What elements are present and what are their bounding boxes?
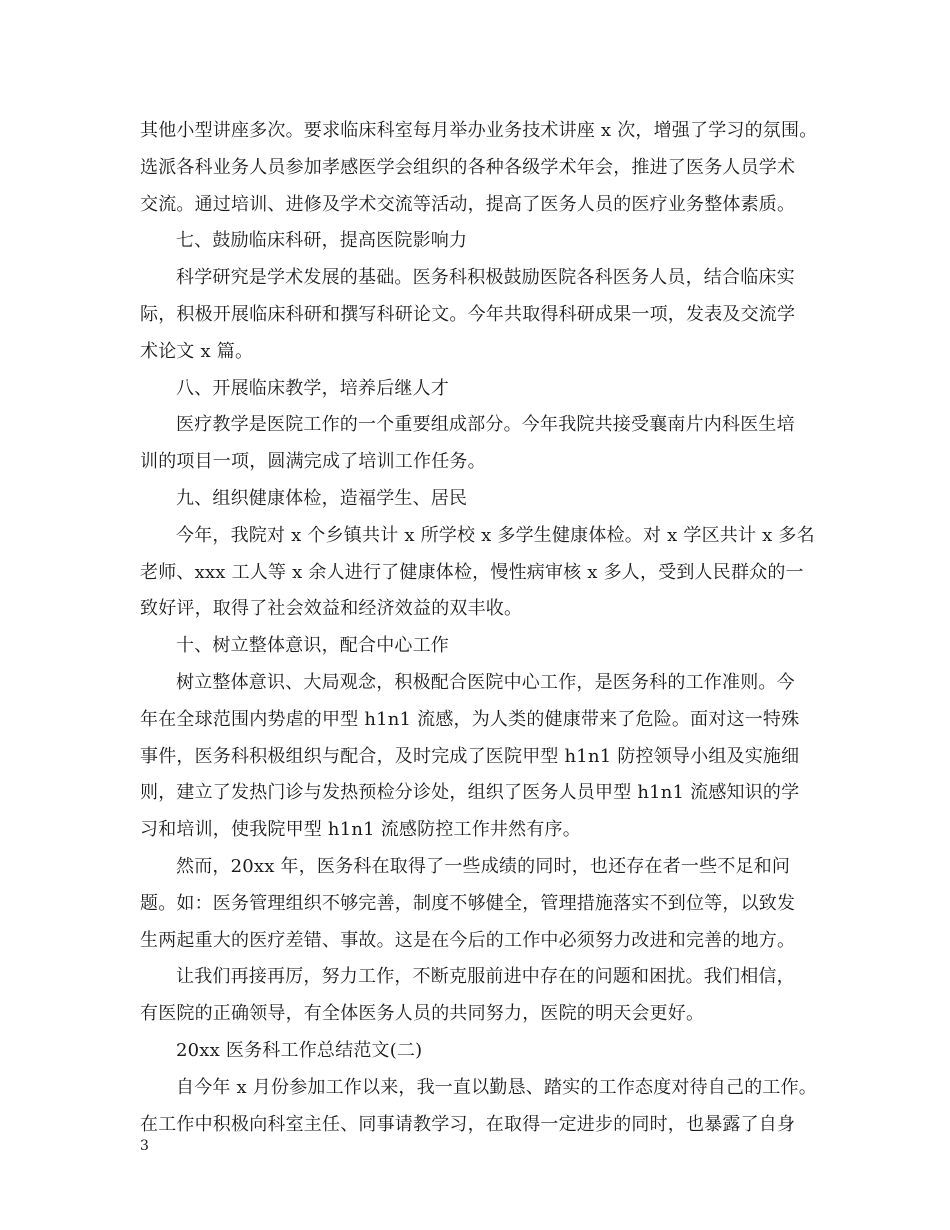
section-heading-7: 七、鼓励临床科研，提高医院影响力 <box>176 230 468 252</box>
document-body <box>140 113 830 1143</box>
body-line: 致好评，取得了社会效益和经济效益的双丰收。 <box>140 598 523 620</box>
paragraph-first-line: 自今年 x 月份参加工作以来，我一直以勤恳、踏实的工作态度对待自己的工作。 <box>176 1076 817 1098</box>
body-line: 年在全球范围内势虐的甲型 h1n1 流感，为人类的健康带来了危险。面对这一特殊 <box>140 708 800 730</box>
section-heading-8: 八、开展临床教学，培养后继人才 <box>176 377 449 399</box>
document-subtitle: 20xx 医务科工作总结范文(二) <box>176 1039 423 1061</box>
paragraph-first-line: 医疗教学是医院工作的一个重要组成部分。今年我院共接受襄南片内科医生培 <box>176 414 795 436</box>
body-line: 事件，医务科积极组织与配合，及时完成了医院甲型 h1n1 防控领导小组及实施细 <box>140 745 800 767</box>
body-line: 在工作中积极向科室主任、同事请教学习，在取得一定进步的同时，也暴露了自身 <box>140 1113 796 1135</box>
paragraph-first-line: 科学研究是学术发展的基础。医务科积极鼓励医院各科医务人员，结合临床实 <box>176 267 795 289</box>
section-heading-9: 九、组织健康体检，造福学生、居民 <box>176 487 468 509</box>
body-line: 交流。通过培训、进修及学术交流等活动，提高了医务人员的医疗业务整体素质。 <box>140 193 796 215</box>
paragraph-first-line: 让我们再接再厉，努力工作，不断克服前进中存在的问题和困扰。我们相信， <box>176 966 795 988</box>
section-heading-10: 十、树立整体意识，配合中心工作 <box>176 635 449 657</box>
paragraph-first-line: 然而，20xx 年，医务科在取得了一些成绩的同时，也还存在者一些不足和问 <box>176 855 791 877</box>
paragraph-first-line: 今年，我院对 x 个乡镇共计 x 所学校 x 多学生健康体检。对 x 学区共计 x 多名 <box>176 524 815 546</box>
body-line: 生两起重大的医疗差错、事故。这是在今后的工作中必须努力改进和完善的地方。 <box>140 929 796 951</box>
body-line: 训的项目一项，圆满完成了培训工作任务。 <box>140 451 486 473</box>
body-line: 际，积极开展临床科研和撰写科研论文。今年共取得科研成果一项，发表及交流学 <box>140 303 796 325</box>
body-line: 题。如：医务管理组织不够完善，制度不够健全，管理措施落实不到位等，以致发 <box>140 892 796 914</box>
body-line: 选派各科业务人员参加孝感医学会组织的各种各级学术年会，推进了医务人员学术 <box>140 156 796 178</box>
body-line: 其他小型讲座多次。要求临床科室每月举办业务技术讲座 x 次，增强了学习的氛围。 <box>140 120 818 141</box>
page-number: 3 <box>140 1138 149 1154</box>
body-line: 术论文 x 篇。 <box>140 340 254 362</box>
paragraph-first-line: 树立整体意识、大局观念，积极配合医院中心工作，是医务科的工作准则。今 <box>176 671 795 693</box>
body-line: 习和培训，使我院甲型 h1n1 流感防控工作井然有序。 <box>140 819 581 841</box>
body-line: 老师、xxx 工人等 x 余人进行了健康体检，慢性病审核 x 多人，受到人民群众的一 <box>140 561 804 583</box>
body-line: 有医院的正确领导，有全体医务人员的共同努力，医院的明天会更好。 <box>140 1003 705 1025</box>
body-line: 则，建立了发热门诊与发热预检分诊处，组织了医务人员甲型 h1n1 流感知识的学 <box>140 782 800 804</box>
